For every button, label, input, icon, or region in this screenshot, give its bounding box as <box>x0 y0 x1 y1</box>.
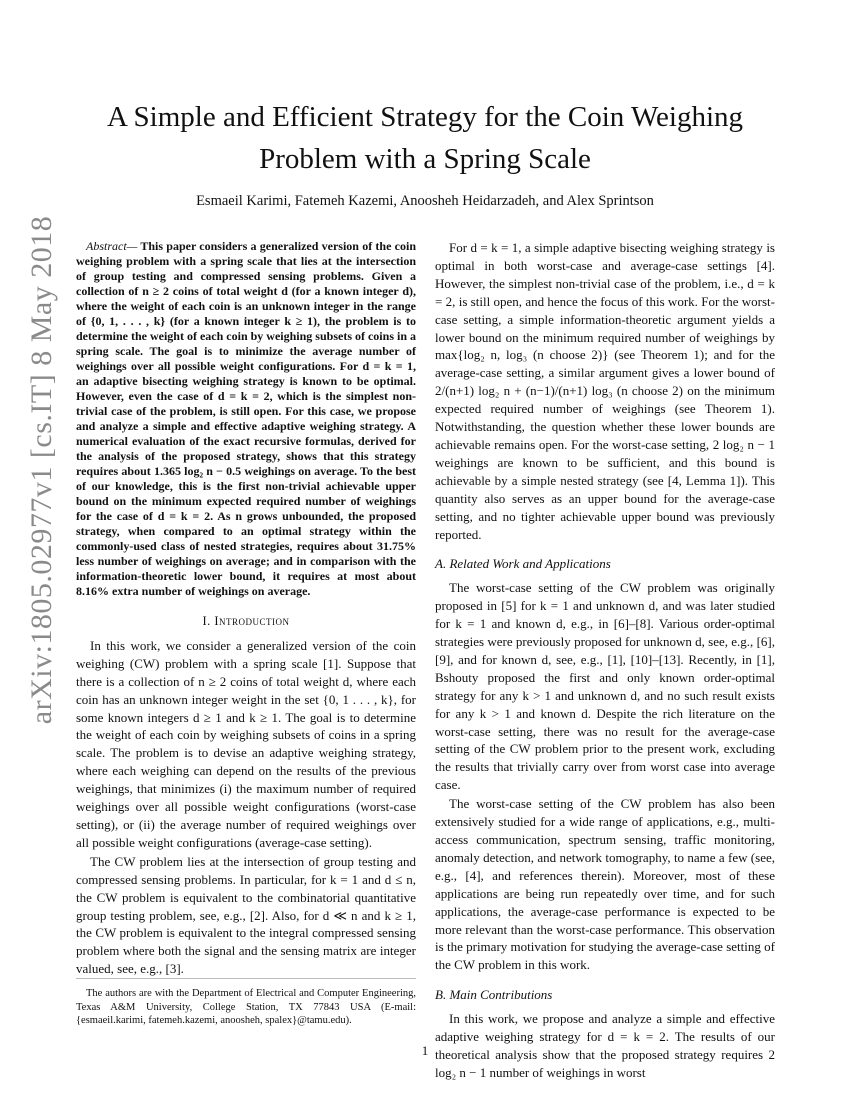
contributions-paragraph-1: In this work, we propose and analyze a simple and effective adaptive weighing strategy for d = k = 2. The results of our theoretical analysis show that the proposed strategy requires 2 log₂ n − 1 number of weighings in worst <box>435 1011 775 1080</box>
abstract-lead: Abstract— <box>86 239 138 253</box>
paper-title: A Simple and Efficient Strategy for the Coin Weighing Problem with a Spring Scale <box>106 101 744 175</box>
intro-paragraph-1: In this work, we consider a generalized version of the coin weighing (CW) problem with a spring scale [1]. Suppose that there is a collection of n ≥ 2 coins of total weight d, where each coin has an unknown integer weight in the set {0, 1 . . . , k}, for some known integers d ≥ 1 and k ≥ 1. The goal is to determine the weight of each coin by weighing subsets of coins in a spring scale. The problem is to devise an adaptive weighing strategy, where each weighing can depend on the results of the previous weighings, that minimizes (i) the maximum number of required weighings over all possible weight configurations (worst-case setting), or (ii) the average number of required weighings over all possible weight configurations (average-case setting). <box>76 637 416 850</box>
related-work-paragraph-1: The worst-case setting of the CW problem was originally proposed in [5] for k = 1 and unknown d, and was later studied for k = 1 and known d, e.g., in [6]–[8]. Various order-optimal strategies were previously proposed for unknown d, see, e.g., [6], [9], and for known d, see, e.g., [1], [10]–[13]. Recently, in [1], Bshouty proposed the first and only known order-optimal strategy for any k > 1 and unknown d, and no such result exists for any k > 1 and known d. Despite the rich literature on the worst-case setting, there was no result for the average-case setting of the CW problem prior to the present work, excluding the results that trivially carry over from worst case into average case. <box>435 580 775 793</box>
intro-paragraph-2: The CW problem lies at the intersection of group testing and compressed sensing problems. In particular, for k = 1 and d ≤ n, the CW problem is equivalent to the combinatorial quantitative group testing problem, see, e.g., [2]. Also, for d ≪ n and k ≥ 1, the CW problem is equivalent to the integral compressed sensing problem where both the signal and the sensing matrix are integer valued, see, e.g., [3]. <box>76 853 416 977</box>
footnote-rule <box>76 978 416 979</box>
footnote-affiliation: The authors are with the Department of Electrical and Computer Engineering, Texas A&M University, College Station, TX 77843 USA (E-mail: {esmaeil.karimi, fatemeh.kazemi, anoosheh, spalex}@tamu.edu). <box>76 988 416 1026</box>
right-intro-paragraph: For d = k = 1, a simple adaptive bisecting weighing strategy is optimal in both worst-case and average-case settings [4]. However, the simplest non-trivial case of the problem, i.e., d = k = 2, is still open, and hence the focus of this work. For the worst-case setting, a simple information-theoretic argument yields a lower bound on the minimum required number of weighings by max{log₂ n, log₃ (n choose 2)} (see Theorem 1); and for the average-case setting, a similar argument gives a lower bound of 2/(n+1) log₂ n + (n−1)/(n+1) log₃ (n choose 2) on the minimum expected required number of weighings (see Theorem 1). Notwithstanding, the question whether these lower bounds are achievable remains open. For the worst-case setting, 2 log₂ n − 1 weighings are known to be sufficient, and this bound is achievable by a simple nested strategy (see [4, Lemma 1]). This quantity also serves as an upper bound for the average-case setting, and no tighter achievable upper bound was previously reported. <box>435 240 775 542</box>
abstract <box>76 239 416 599</box>
abstract-text: This paper considers a generalized version of the coin weighing problem with a spring scale that lies at the intersection of group testing and compressed sensing problems. Given a collection of n ≥ 2 coins of total weight d (for a known integer d), where the weight of each coin is an unknown integer in the range of {0, 1, . . . , k} (for a known integer k ≥ 1), the problem is to determine the weight of each coin by weighing subsets of coins in a spring scale. The goal is to minimize the average number of weighings over all possible weight configurations. For d = k = 1, an adaptive bisecting weighing strategy is known to be optimal. However, even the case of d = k = 2, which is the simplest non-trivial case of the problem, is still open. For this case, we propose and analyze a simple and effective adaptive weighing strategy. A numerical evaluation of the exact recursive formulas, derived for the analysis of the proposed strategy, shows that this strategy requires about 1.365 log₂ n − 0.5 weighings on average. To the best of our knowledge, this is the first non-trivial achievable upper bound on the minimum expected required number of weighings for the case of d = k = 2. As n grows unbounded, the proposed strategy, when compared to an optimal strategy within the commonly-used class of nested strategies, requires about 31.75% less number of weighings on average; and in comparison with the information-theoretic lower bound, it requires at most about 8.16% extra number of weighings on average. <box>76 239 416 598</box>
page-number: 1 <box>421 1043 429 1058</box>
footnote-area <box>76 978 416 1028</box>
arxiv-identifier-text: arXiv:1805.02977v1 [cs.IT] 8 May 2018 <box>25 215 59 725</box>
arxiv-identifier <box>4 215 80 725</box>
related-work-paragraph-2: The worst-case setting of the CW problem has also been extensively studied for a wide range of applications, e.g., multi-access communication, spectrum sensing, traffic monitoring, anomaly detection, and network tomography, to name a few (see, e.g., [4], and references therein). Moreover, most of these applications are being run repeatedly over time, and for such applications, the average-case performance is expected to be more relevant than the worst-case performance. This observation is the primary motivation for studying the average-case setting of the CW problem in this work. <box>435 796 775 973</box>
subsection-heading-main-contributions: B. Main Contributions <box>435 987 553 1003</box>
left-column <box>76 239 416 978</box>
author-list: Esmaeil Karimi, Fatemeh Kazemi, Anoosheh Heidarzadeh, and Alex Sprintson <box>196 193 654 209</box>
section-heading-introduction: I. Introduction <box>202 614 290 628</box>
subsection-heading-related-work: A. Related Work and Applications <box>435 556 611 572</box>
right-column <box>435 239 775 1082</box>
